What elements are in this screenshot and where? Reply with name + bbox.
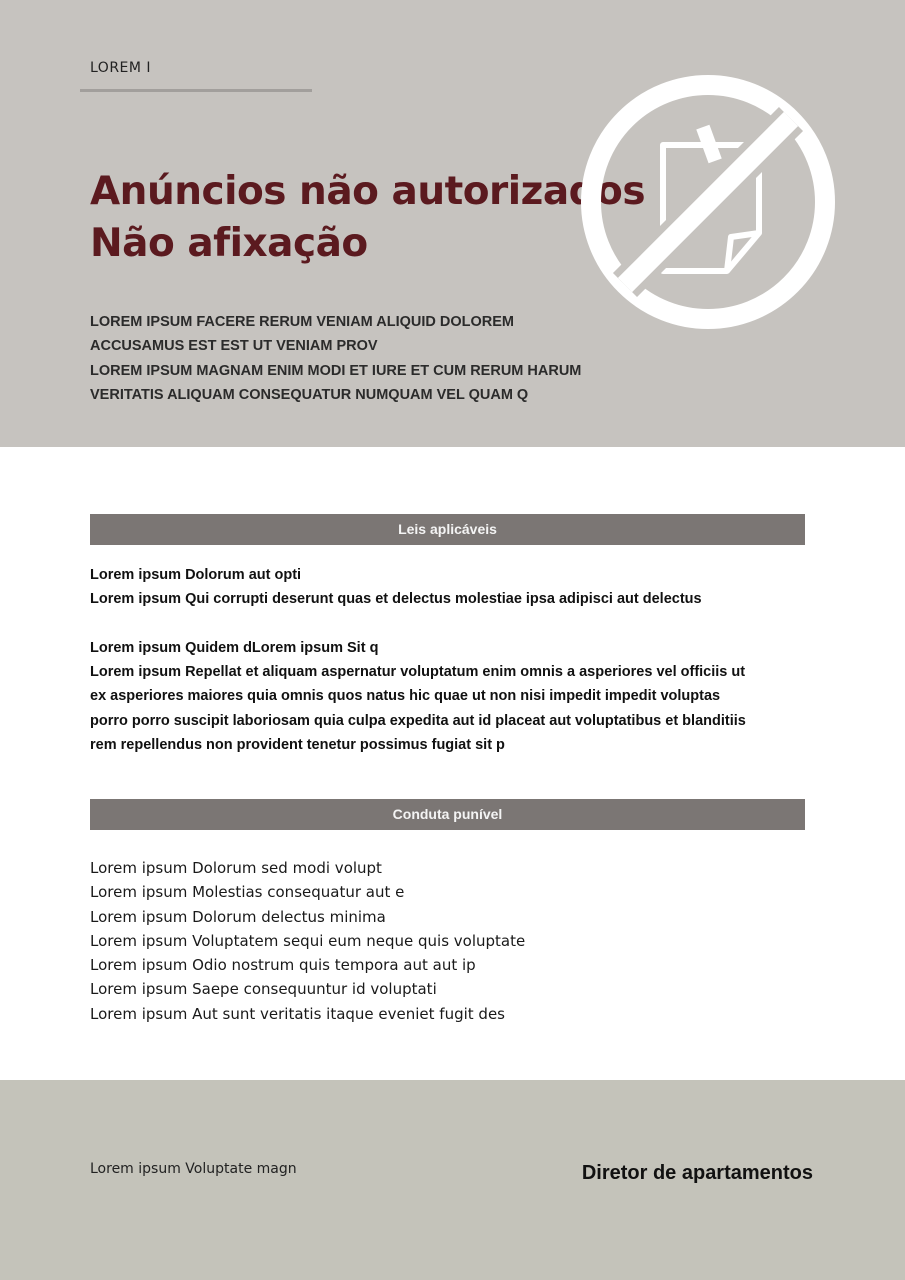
footer-note: Lorem ipsum Voluptate magn — [90, 1161, 297, 1177]
paragraph-gap — [90, 612, 790, 636]
footer-section — [0, 1080, 905, 1280]
list-item: Lorem ipsum Dolorum sed modi volupt — [90, 859, 382, 877]
laws-text — [90, 563, 790, 757]
conduct-list — [90, 856, 525, 1026]
kicker-divider — [80, 89, 312, 92]
list-item: Lorem ipsum Voluptatem sequi eum neque quis voluptate — [90, 931, 526, 950]
list-item: Lorem ipsum Molestias consequatur aut e — [90, 883, 405, 902]
list-item: Lorem ipsum Aut sunt veritatis itaque eveniet fugit des — [90, 1004, 505, 1023]
list-item: Lorem ipsum Dolorum delectus minima — [90, 907, 386, 926]
laws-line: ex asperiores maiores quia omnis quos natus hic quae ut non nisi impedit impedit voluptas — [90, 688, 721, 705]
page-title — [90, 166, 645, 270]
list-item: Lorem ipsum Saepe consequuntur id voluptati — [90, 980, 437, 999]
intro-text — [90, 310, 581, 407]
laws-heading-bar: Leis aplicáveis — [90, 514, 805, 545]
conduct-heading-bar: Conduta punível — [90, 799, 805, 830]
no-posting-icon — [577, 71, 839, 333]
laws-line: porro porro suscipit laboriosam quia culpa expedita aut id placeat aut voluptatibus et blanditiis — [90, 712, 746, 729]
kicker-label: LOREM I — [90, 60, 152, 76]
title-line-1: Anúncios não autorizados — [90, 169, 646, 214]
laws-line: Lorem ipsum Dolorum aut opti — [90, 567, 302, 583]
intro-line: VERITATIS ALIQUAM CONSEQUATUR NUMQUAM VEL QUAM Q — [90, 386, 529, 403]
intro-line: ACCUSAMUS EST EST UT VENIAM PROV — [90, 338, 378, 355]
list-item: Lorem ipsum Odio nostrum quis tempora aut aut ip — [90, 956, 476, 975]
laws-line: Lorem ipsum Repellat et aliquam aspernatur voluptatum enim omnis a asperiores vel officiis ut — [90, 664, 746, 681]
title-line-2: Não afixação — [90, 221, 368, 266]
laws-line: Lorem ipsum Qui corrupti deserunt quas et delectus molestiae ipsa adipisci aut delectus — [90, 591, 702, 608]
intro-line: LOREM IPSUM FACERE RERUM VENIAM ALIQUID DOLOREM — [90, 314, 514, 330]
intro-line: LOREM IPSUM MAGNAM ENIM MODI ET IURE ET CUM RERUM HARUM — [90, 362, 582, 379]
header-section — [0, 0, 905, 447]
laws-line: Lorem ipsum Quidem dLorem ipsum Sit q — [90, 639, 379, 656]
signature-title: Diretor de apartamentos — [581, 1162, 813, 1184]
laws-line: rem repellendus non provident tenetur possimus fugiat sit p — [90, 737, 505, 754]
